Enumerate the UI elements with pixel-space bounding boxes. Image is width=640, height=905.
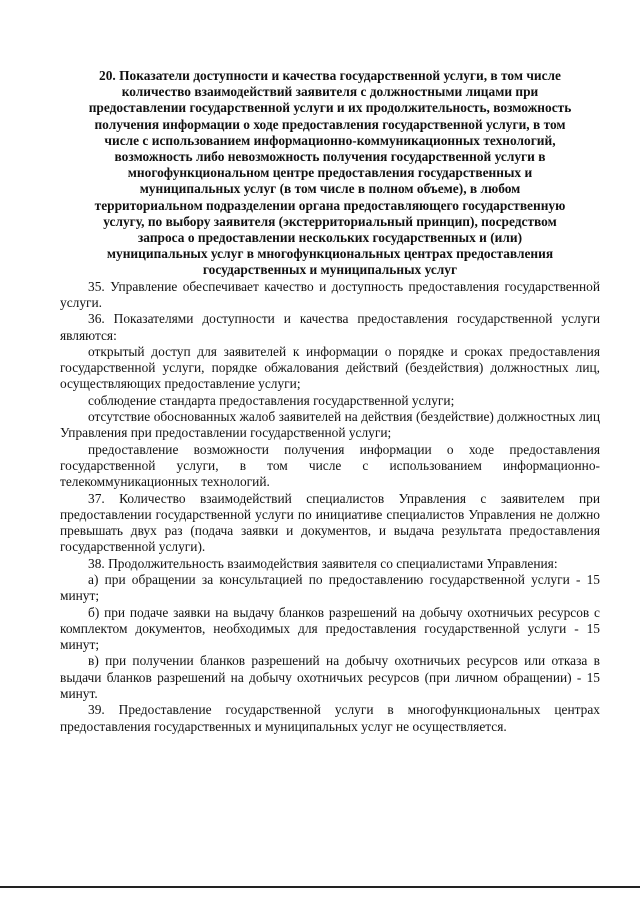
heading-line: получения информации о ходе предоставления государственной услуги, в том: [94, 116, 566, 132]
heading-line: предоставлении государственной услуги и их продолжительность, возможность: [88, 100, 572, 116]
paragraph-35: 35. Управление обеспечивает качество и доступность предоставления государственной услуги.: [60, 278, 600, 310]
paragraph-no-complaints: отсутствие обоснованных жалоб заявителей на действия (бездействие) должностных лиц Управления при предоставлении государственной услуги;: [60, 409, 600, 441]
paragraph-38-a: а) при обращении за консультацией по предоставлению государственной услуги - 15 минут;: [60, 571, 600, 604]
paragraph-39: 39. Предоставление государственной услуги в многофункциональных центрах предоставления государственных и муниципальных услуг не осуществляется.: [60, 702, 600, 734]
heading-line: муниципальных услуг (в том числе в полном объеме), в любом: [139, 181, 521, 197]
heading-line: числе с использованием информационно-коммуникационных технологий,: [104, 132, 556, 148]
heading-line: услугу, по выбору заявителя (экстерриториальный принцип), посредством: [103, 213, 557, 229]
section-heading: [60, 68, 600, 279]
heading-line: государственных и муниципальных услуг: [202, 262, 458, 278]
paragraph-info-access: предоставление возможности получения информации о ходе предоставления государственной услуги, в том числе с использованием информационно-телекоммуникационных технологий.: [60, 441, 600, 490]
heading-line: территориальном подразделении органа предоставляющего государственную: [94, 197, 566, 213]
paragraph-open-access: открытый доступ для заявителей к информации о порядке и сроках предоставления государственной услуги, порядке обжалования действий (бездействия) должностных лиц, осуществляющих предоставление услуги;: [60, 343, 600, 392]
heading-line: муниципальных услуг в многофункциональных центрах предоставления: [106, 246, 554, 262]
heading-line: 20. Показатели доступности и качества государственной услуги, в том числе: [99, 68, 561, 83]
heading-line: многофункциональном центре предоставления государственных и: [127, 165, 533, 181]
heading-line: возможность либо невозможность получения государственной услуги в: [114, 149, 546, 165]
document-body: [60, 279, 600, 735]
paragraph-36: 36. Показателями доступности и качества предоставления государственной услуги являются:: [60, 311, 600, 343]
paragraph-38-c: в) при получении бланков разрешений на добычу охотничьих ресурсов или отказа в выдачи бланков разрешений на добычу охотничьих ресурсов (при личном обращении) - 15 минут.: [60, 653, 600, 702]
paragraph-38-b: б) при подаче заявки на выдачу бланков разрешений на добычу охотничьих ресурсов с комплектом документов, необходимых для предоставления государственной услуги - 15 минут;: [60, 604, 600, 653]
paragraph-38: 38. Продолжительность взаимодействия заявителя со специалистами Управления:: [88, 555, 558, 571]
paragraph-standard: соблюдение стандарта предоставления государственной услуги;: [88, 392, 455, 408]
paragraph-37: 37. Количество взаимодействий специалистов Управления с заявителем при предоставлении государственной услуги по инициативе специалистов Управления не должно превышать двух раз (подача заявки и документов, и выдача результата предоставления государственной услуги).: [60, 490, 600, 555]
heading-line: запроса о предоставлении нескольких государственных и (или): [137, 230, 523, 246]
heading-line: количество взаимодействий заявителя с должностными лицами при: [121, 84, 539, 100]
document-page: [60, 68, 600, 735]
footer-rule: [0, 886, 640, 888]
